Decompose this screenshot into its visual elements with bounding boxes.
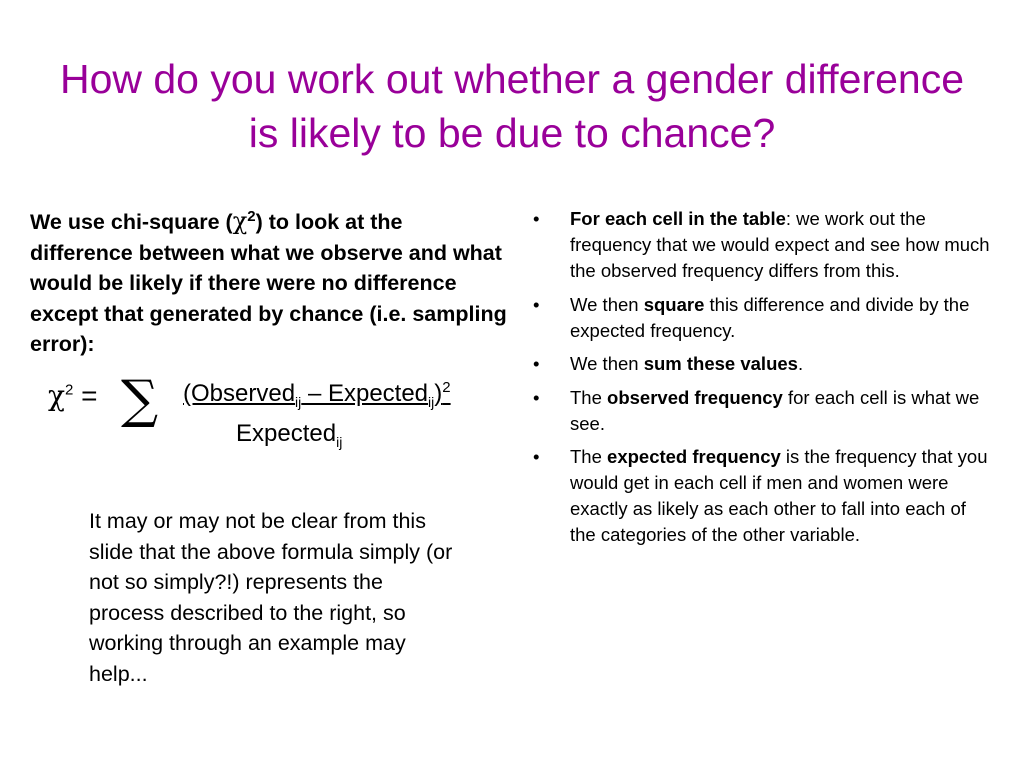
numerator-sub-2: ij <box>428 393 435 410</box>
bullet-text: : we work out the frequency that we would expect and see how much the observed frequency differs from this. <box>570 208 990 281</box>
bullet-text: for each cell is what we see. <box>570 386 980 434</box>
bullet-icon: • <box>533 446 540 467</box>
bullet-bold: observed frequency <box>607 386 783 408</box>
formula-chi-symbol: χ <box>48 379 65 412</box>
numerator-sub-1: ij <box>295 393 302 410</box>
bullet-item <box>529 444 991 548</box>
bullet-item <box>529 351 991 377</box>
bullet-icon: • <box>533 353 540 374</box>
bullet-item <box>529 385 991 437</box>
numerator-expected: – Expected <box>301 380 429 407</box>
numerator-observed: (Observed <box>183 380 296 407</box>
example-note: It may or may not be clear from this slide that the above formula simply (or not so simply?!) represents the process described to the right, so working through an example may help... <box>89 509 453 686</box>
formula-denominator <box>236 418 342 450</box>
bullet-icon: • <box>533 293 540 315</box>
bullet-prefix: We then <box>570 293 644 315</box>
bullet-icon: • <box>533 386 540 408</box>
bullet-text: this difference and divide by the expected frequency. <box>570 293 970 341</box>
bullet-bold: expected frequency <box>607 446 781 467</box>
bullet-text: . <box>797 353 804 374</box>
formula-chi-superscript: 2 <box>64 381 74 399</box>
bullet-bold: sum these values <box>643 353 798 374</box>
chi-superscript: 2 <box>247 207 256 225</box>
sigma-icon: ∑ <box>121 370 159 430</box>
chi-symbol: χ <box>232 207 248 235</box>
denominator-expected: Expected <box>236 420 337 447</box>
bullet-prefix: We then <box>570 353 644 374</box>
bullet-item <box>529 292 991 344</box>
formula-numerator <box>183 378 451 410</box>
bullet-prefix: The <box>570 386 608 408</box>
process-bullet-list <box>529 206 991 556</box>
chi-square-intro <box>30 206 508 360</box>
numerator-close: ) <box>434 380 443 407</box>
bullet-icon: • <box>533 208 540 229</box>
bullet-bold: For each cell in the table <box>570 208 786 229</box>
bullet-text: is the frequency that you would get in each cell if men and women were exactly as likely as each other to fall into each of the categories of the other variable. <box>570 446 988 545</box>
numerator-superscript: 2 <box>442 379 451 396</box>
formula-equals: = <box>81 380 98 411</box>
denominator-sub: ij <box>336 433 343 450</box>
bullet-prefix: The <box>570 446 608 467</box>
intro-text-end: ) to look at the difference between what we observe and what would be likely if there were no difference except that generated by chance (i.e. sampling error): <box>30 210 507 356</box>
bullet-bold: square <box>643 293 705 315</box>
intro-text-start: We use chi-square ( <box>30 210 233 234</box>
slide-title: How do you work out whether a gender difference is likely to be due to chance? <box>59 56 965 156</box>
formula-lhs <box>48 378 97 414</box>
bullet-item <box>529 206 991 284</box>
